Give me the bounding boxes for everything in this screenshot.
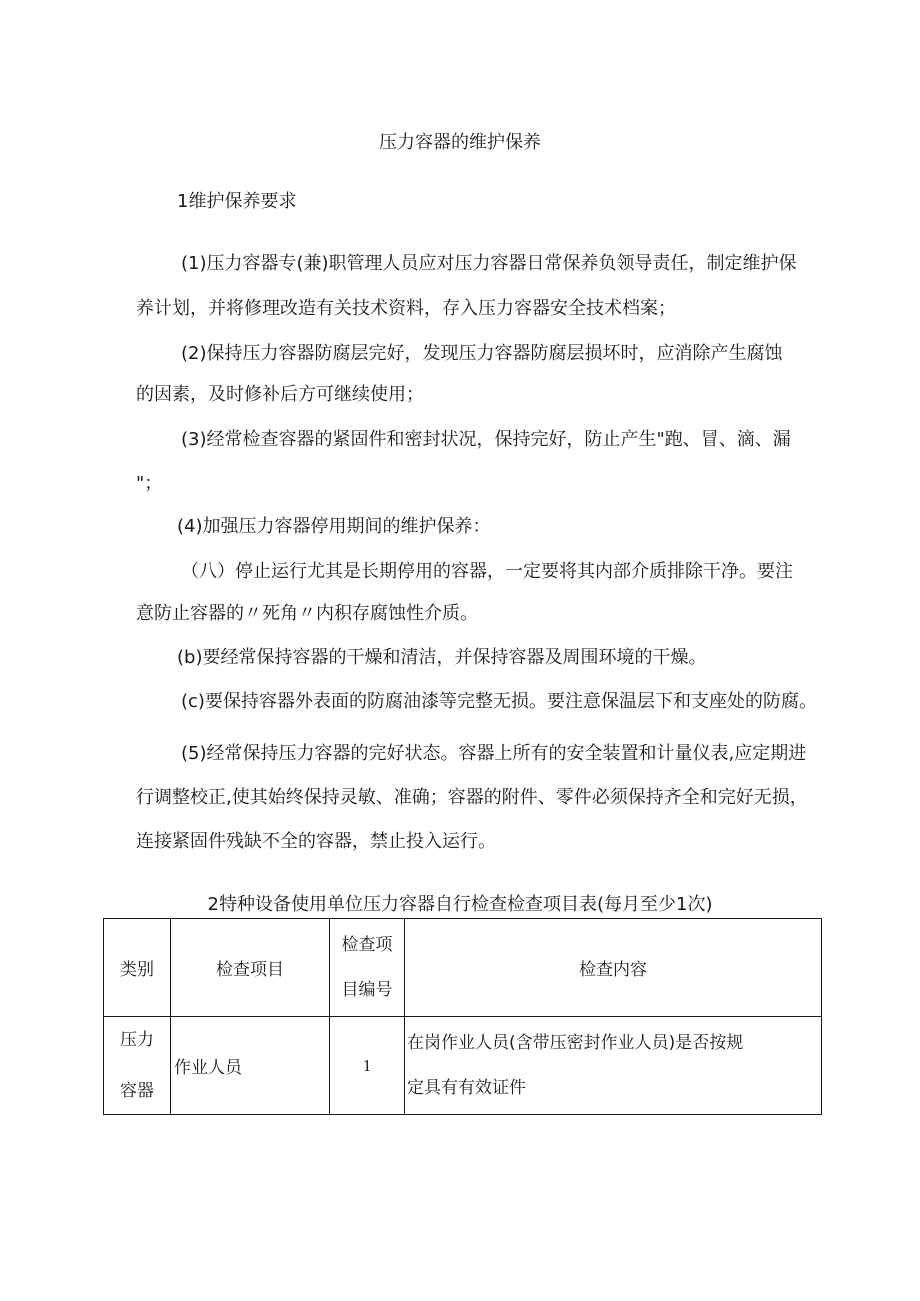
cell-category: [104, 1017, 171, 1115]
cell-number: 1: [330, 1017, 405, 1115]
paragraph-line: 行调整校正,使其始终保持灵敏、准确；容器的附件、零件必须保持齐全和完好无损，: [136, 787, 808, 808]
header-item: 检查项目: [171, 919, 330, 1017]
paragraph-line: (4)加强压力容器停用期间的维护保养：: [177, 516, 491, 537]
header-number-line2: 目编号: [341, 979, 393, 1000]
table-header-row: [104, 919, 822, 1017]
table-row: [104, 1017, 822, 1115]
paragraph-line: (2)保持压力容器防腐层完好，发现压力容器防腐层损坏时，应消除产生腐蚀: [181, 343, 783, 364]
cell-content-line1: 在岗作业人员(含带压密封作业人员)是否按规: [407, 1032, 744, 1053]
paragraph-line: 连接紧固件残缺不全的容器，禁止投入运行。: [136, 831, 496, 852]
header-content: 检查内容: [405, 919, 822, 1017]
cell-category-line2: 容器: [120, 1080, 154, 1101]
paragraph-line: 意防止容器的〃死角〃内积存腐蚀性介质。: [136, 603, 478, 624]
header-number: [330, 919, 405, 1017]
inspection-table: [103, 918, 822, 1115]
paragraph-line: "；: [136, 473, 163, 494]
paragraph-line: (c)要保持容器外表面的防腐油漆等完整无损。要注意保温层下和支座处的防腐。: [181, 691, 817, 712]
paragraph-line: (b)要经常保持容器的干燥和清洁，并保持容器及周围环境的干燥。: [177, 647, 707, 668]
paragraph-line: (5)经常保持压力容器的完好状态。容器上所有的安全装置和计量仪表,应定期进: [181, 743, 807, 764]
cell-category-line1: 压力: [120, 1029, 154, 1050]
table-caption: 2特种设备使用单位压力容器自行检查检查项目表(每月至少1次): [207, 894, 713, 915]
header-category: 类别: [104, 919, 171, 1017]
header-number-line1: 检查项: [341, 934, 393, 955]
cell-item: 作业人员: [171, 1017, 330, 1115]
cell-content: [405, 1017, 822, 1115]
paragraph-line: 的因素，及时修补后方可继续使用；: [136, 384, 424, 405]
page-title: 压力容器的维护保养: [379, 132, 541, 153]
paragraph-line: (3)经常检查容器的紧固件和密封状况，保持完好，防止产生"跑、冒、滴、漏: [181, 429, 791, 450]
paragraph-line: (1)压力容器专(兼)职管理人员应对压力容器日常保养负领导责任，制定维护保: [181, 253, 797, 274]
paragraph-line: 养计划，并将修理改造有关技术资料，存入压力容器安全技术档案；: [136, 298, 676, 319]
paragraph-line: （八）停止运行尤其是长期停用的容器，一定要将其内部介质排除干净。要注: [181, 561, 793, 582]
section-heading: 1维护保养要求: [177, 191, 297, 212]
cell-content-line2: 定具有有效证件: [407, 1077, 526, 1098]
